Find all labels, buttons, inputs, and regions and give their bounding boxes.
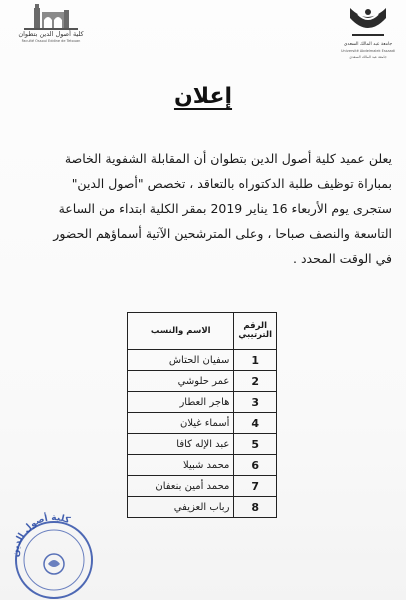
university-name-fr: Université Abdelmalek Essaadi <box>341 49 395 53</box>
table-row <box>128 350 277 371</box>
row-number: 3 <box>234 392 277 413</box>
row-number: 8 <box>234 497 277 518</box>
table-row <box>128 476 277 497</box>
university-sub-ar: جامعة عبد المالك السعدي <box>349 55 387 59</box>
row-number: 6 <box>234 455 277 476</box>
row-name: رباب العزيفي <box>128 497 234 518</box>
title-text: إعلان <box>173 84 233 109</box>
row-name: عبد الإله كافا <box>128 434 234 455</box>
table-header-row <box>128 313 277 350</box>
stamp-seal-icon <box>6 508 102 600</box>
table-row <box>128 413 277 434</box>
table-row <box>128 392 277 413</box>
row-number: 1 <box>234 350 277 371</box>
body-line: التاسعة والنصف صباحا ، وعلى المترشحين الآتية أسماؤهم الحضور <box>53 226 392 241</box>
official-stamp <box>6 508 102 600</box>
row-name: محمد شبيلا <box>128 455 234 476</box>
row-number: 2 <box>234 371 277 392</box>
university-logo <box>340 4 396 60</box>
body-line: ستجرى يوم الأربعاء 16 يناير 2019 بمقر الكلية ابتداء من الساعة <box>58 201 392 216</box>
row-name: هاجر العطار <box>128 392 234 413</box>
row-name: عمر حلوشي <box>128 371 234 392</box>
university-emblem-icon <box>340 4 396 42</box>
row-number: 5 <box>234 434 277 455</box>
faculty-logo <box>14 2 88 58</box>
body-line: يعلن عميد كلية أصول الدين بتطوان أن المقابلة الشفوية الخاصة <box>64 151 392 166</box>
table-row <box>128 455 277 476</box>
row-number: 7 <box>234 476 277 497</box>
row-name: سفيان الحتاش <box>128 350 234 371</box>
faculty-name-ar: كلية أصول الدين بتطوان <box>18 30 84 38</box>
svg-text:كلية أصول الدين <box>11 512 72 558</box>
row-name: أسماء غيلان <box>128 413 234 434</box>
university-name-ar: جامعة عبد المالك السعدي <box>343 42 393 47</box>
row-number: 4 <box>234 413 277 434</box>
body-line: بمباراة توظيف طلبة الدكتوراه بالتعاقد ، تخصص "أصول الدين" <box>71 176 392 191</box>
header-number: الرقم الترتيبي <box>234 313 277 350</box>
body-line: في الوقت المحدد . <box>293 251 392 266</box>
faculty-emblem-icon <box>14 2 88 32</box>
row-name: محمد أمين بنعفان <box>128 476 234 497</box>
announcement-title <box>0 84 406 109</box>
announcement-body <box>20 146 392 271</box>
header-name: الاسم والنسب <box>128 313 234 350</box>
faculty-name-fr: Faculté Ossoul Eddine de Tetouan <box>21 39 81 43</box>
stamp-text: كلية أصول الدين <box>10 513 72 558</box>
table-row <box>128 497 277 518</box>
table-row <box>128 434 277 455</box>
table-row <box>128 371 277 392</box>
candidates-table <box>127 312 277 518</box>
